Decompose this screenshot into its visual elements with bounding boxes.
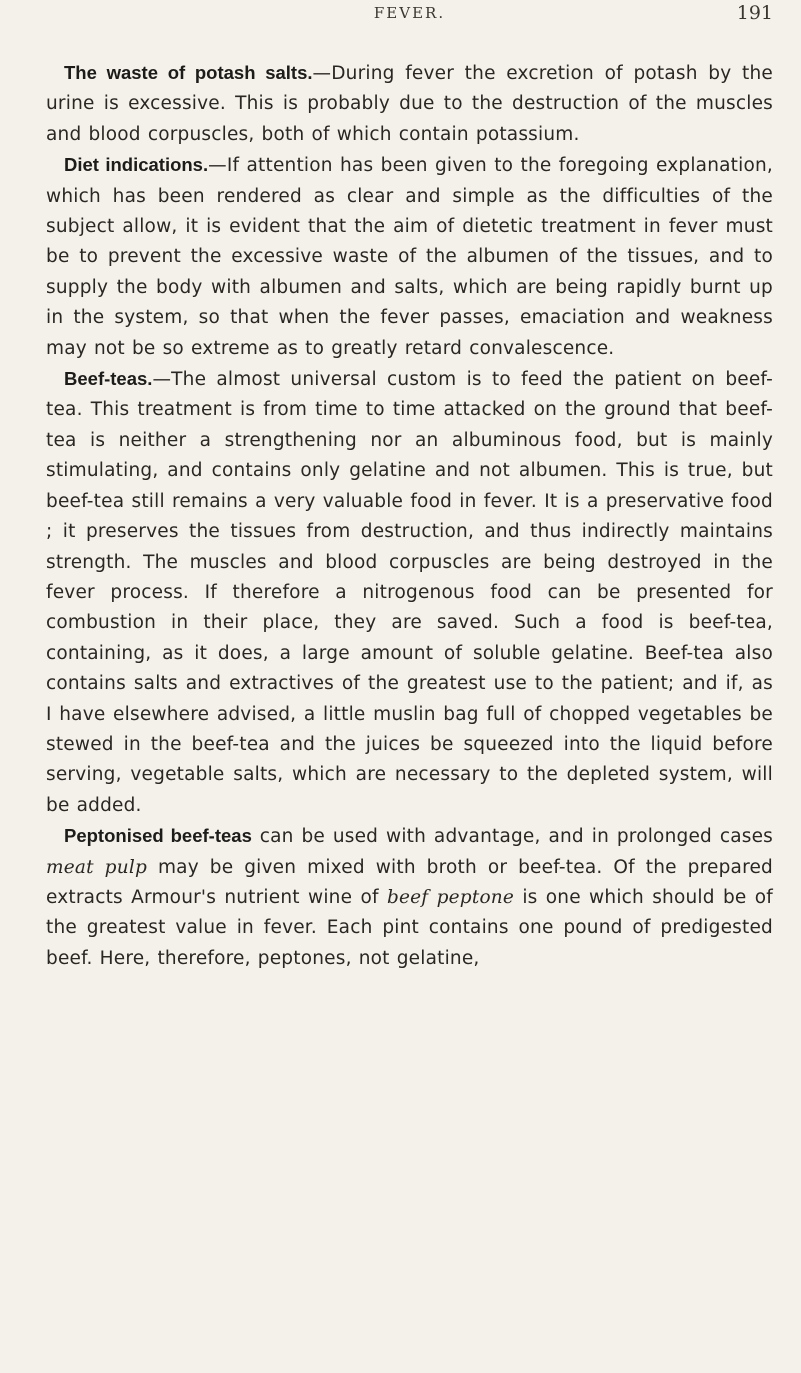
paragraph-peptonised-beef-teas bbox=[46, 821, 773, 974]
body-text bbox=[46, 58, 773, 974]
paragraph-diet-indications bbox=[46, 150, 773, 364]
paragraph-text: —During fever the excretion of potash by the urine is excessive. This is probably due to the destruction of the muscles and blood corpuscles, both of which contain potassium. bbox=[46, 63, 773, 145]
paragraph-text: is one which should be of the greatest value in fever. Each pint contains one pound of predigested beef. Here, therefore, peptones, not gelatine, bbox=[46, 886, 773, 969]
paragraph-text: can be used with advantage, and in prolonged cases bbox=[251, 826, 774, 848]
page-number: 191 bbox=[736, 2, 773, 24]
running-title: FEVER. bbox=[373, 4, 446, 22]
paragraph-heading: Diet indications. bbox=[64, 154, 209, 176]
italic-term-meat-pulp: meat pulp bbox=[46, 856, 148, 878]
paragraph-beef-teas bbox=[46, 364, 773, 821]
paragraph-text: —If attention has been given to the foregoing explanation, which has been rendered as clear and simple as the difficulties of the subject allow, it is evident that the aim of dietetic treatment in fever must be to prevent the excessive waste of the albumen of the tissues, and to supply the body with albumen and salts, which are being rapidly burnt up in the system, so that when the fever passes, emaciation and weakness may not be so extreme as to greatly retard convalescence. bbox=[46, 155, 773, 359]
running-head bbox=[46, 0, 773, 58]
paragraph-text: may be given mixed with broth or beef-tea. Of the prepared extracts Armour's nutrient wine of bbox=[46, 856, 774, 908]
paragraph-heading: Peptonised beef-teas bbox=[64, 825, 252, 847]
paragraph-heading: The waste of potash salts. bbox=[64, 62, 313, 83]
paragraph-text: —The almost universal custom is to feed the patient on beef-tea. This treatment is from time to time attacked on the ground that beef-tea is neither a strengthening nor an albuminous food, but is mainly stimulating, and contains only gelatine and not albumen. This is true, but beef-tea still remains a very valuable food in fever. It is a preservative food ; it preserves the tissues from destruction, and thus indirectly maintains strength. The muscles and blood corpuscles are being destroyed in the fever process. If therefore a nitrogenous food can be presented for combustion in their place, they are saved. Such a food is beef-tea, containing, as it does, a large amount of soluble gelatine. Beef-tea also contains salts and extractives of the greatest use to the patient; and if, as I have elsewhere advised, a little muslin bag full of chopped vegetables be stewed in the beef-tea and the juices be squeezed into the liquid before serving, vegetable salts, which are necessary to the depleted system, will be added. bbox=[46, 369, 773, 816]
italic-term-beef-peptone: beef peptone bbox=[386, 886, 515, 908]
paragraph-heading: Beef-teas. bbox=[64, 368, 153, 390]
paragraph-potash-salts bbox=[46, 58, 773, 150]
